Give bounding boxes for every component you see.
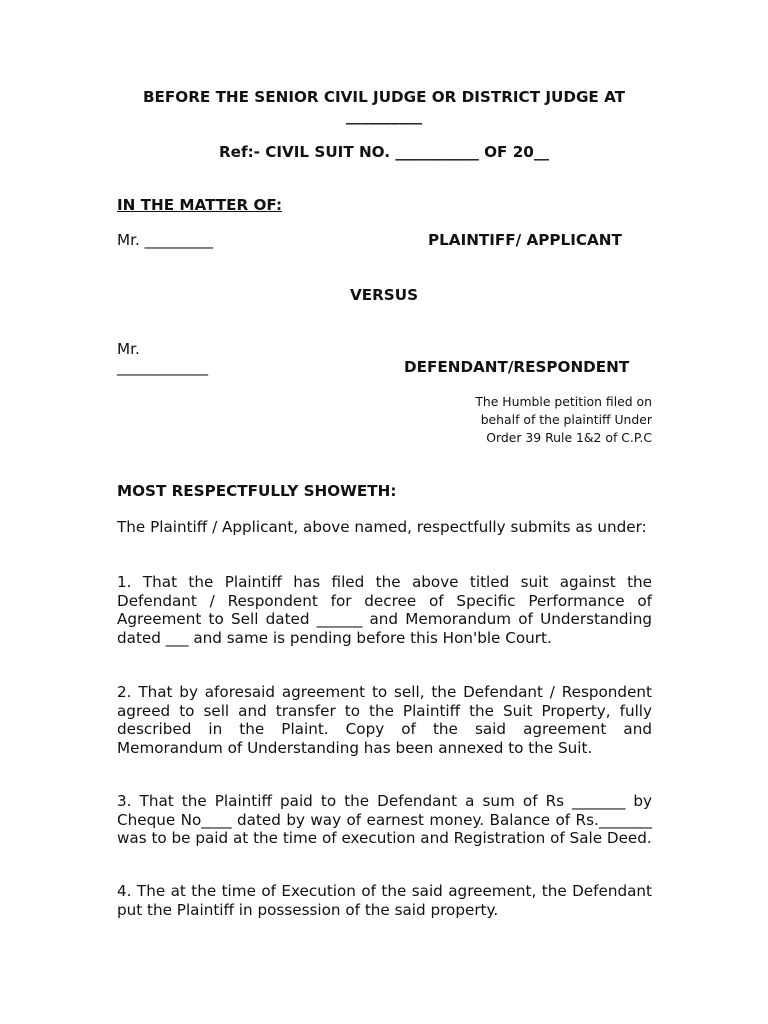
paragraph-4: 4. The at the time of Execution of the said agreement, the Defendant put the Plaintiff in possession of the said property. xyxy=(117,882,652,919)
petition-note xyxy=(440,393,652,447)
ref-line: Ref:- CIVIL SUIT NO. ___________ OF 20__ xyxy=(218,143,550,161)
in-the-matter-of-heading: IN THE MATTER OF: xyxy=(117,196,283,214)
plaintiff-role: PLAINTIFF/ APPLICANT xyxy=(428,231,622,249)
defendant-row xyxy=(117,340,652,380)
court-heading-line1: BEFORE THE SENIOR CIVIL JUDGE OR DISTRICT JUDGE AT xyxy=(142,88,626,106)
petition-note-line: The Humble petition filed on xyxy=(475,394,652,409)
versus-label: VERSUS xyxy=(349,286,419,304)
showeth-heading: MOST RESPECTFULLY SHOWETH: xyxy=(117,482,397,500)
defendant-prefix: Mr. xyxy=(117,340,140,358)
defendant-role: DEFENDANT/RESPONDENT xyxy=(404,358,630,376)
paragraph-2: 2. That by aforesaid agreement to sell, the Defendant / Respondent agreed to sell and transfer to the Plaintiff the Suit Property, fully described in the Plaint. Copy of the said agreement and Memorandum of Understanding has been annexed to the Suit. xyxy=(117,683,652,757)
plaintiff-name: Mr. _________ xyxy=(117,231,213,249)
court-heading-line2: __________ xyxy=(346,106,422,125)
defendant-name-blank: ____________ xyxy=(117,358,209,376)
paragraph-1: 1. That the Plaintiff has filed the above titled suit against the Defendant / Respondent for decree of Specific Performance of Agreement to Sell dated ______ and Memorandum of Understanding dated ___ and same is pending before this Hon'ble Court. xyxy=(117,573,652,647)
intro-paragraph: The Plaintiff / Applicant, above named, respectfully submits as under: xyxy=(117,518,647,536)
paragraph-3: 3. That the Plaintiff paid to the Defendant a sum of Rs _______ by Cheque No____ dated by way of earnest money. Balance of Rs._______ was to be paid at the time of execution and Registration of Sale Deed. xyxy=(117,792,652,848)
court-heading xyxy=(100,88,668,125)
petition-note-line: behalf of the plaintiff Under xyxy=(480,412,652,427)
petition-note-line: Order 39 Rule 1&2 of C.P.C xyxy=(486,430,652,445)
